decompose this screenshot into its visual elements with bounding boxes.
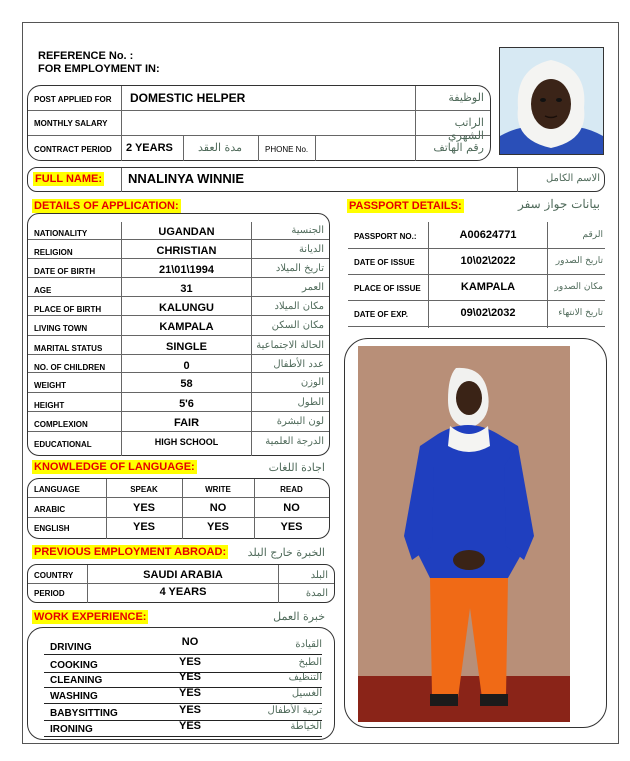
application-row-value: HIGH SCHOOL bbox=[154, 437, 219, 447]
application-row-arabic: الدرجة العلمية bbox=[265, 436, 324, 447]
passport-heading: PASSPORT DETAILS: bbox=[349, 200, 462, 212]
application-row-divider bbox=[28, 277, 329, 278]
passport-row-label: PLACE OF ISSUE bbox=[354, 284, 421, 293]
application-row-divider bbox=[28, 372, 329, 373]
passport-heading-arabic: بيانات جواز سفر bbox=[517, 197, 600, 211]
application-row-value: FAIR bbox=[173, 417, 200, 429]
application-row-value: SINGLE bbox=[166, 341, 207, 353]
passport-row-value: 09\02\2032 bbox=[460, 307, 516, 319]
language-name: ARABIC bbox=[34, 505, 66, 514]
language-header-cell: WRITE bbox=[205, 485, 231, 494]
passport-row-label: DATE OF ISSUE bbox=[354, 258, 415, 267]
period-label: PERIOD bbox=[34, 589, 65, 598]
application-row-value: 58 bbox=[180, 378, 193, 390]
work-skill-value: YES bbox=[178, 720, 201, 732]
application-row-arabic: مكان السكن bbox=[271, 320, 324, 331]
language-header-cell: SPEAK bbox=[130, 485, 158, 494]
previous-heading: PREVIOUS EMPLOYMENT ABROAD: bbox=[34, 546, 227, 558]
applicant-full-body-photo bbox=[358, 346, 570, 722]
application-row-divider bbox=[28, 392, 329, 393]
language-header-cell: LANGUAGE bbox=[34, 485, 80, 494]
passport-row-arabic: تاريخ الانتهاء bbox=[558, 308, 603, 318]
work-skill-value: NO bbox=[181, 636, 199, 648]
language-level: YES bbox=[132, 502, 155, 514]
application-row-arabic: الجنسية bbox=[291, 225, 324, 236]
application-row-label: LIVING TOWN bbox=[34, 324, 88, 333]
full-name-value: NNALINYA WINNIE bbox=[128, 171, 245, 186]
language-header-cell: READ bbox=[280, 485, 303, 494]
application-row-arabic: الديانة bbox=[298, 244, 324, 255]
work-skill-arabic: القيادة bbox=[295, 639, 322, 650]
application-row-arabic: الحالة الاجتماعية bbox=[256, 340, 324, 351]
language-level: NO bbox=[283, 502, 300, 514]
country-arabic: البلد bbox=[310, 570, 328, 581]
passport-row-label: PASSPORT NO.: bbox=[354, 232, 417, 241]
language-heading: KNOWLEDGE OF LANGUAGE: bbox=[34, 461, 195, 473]
application-heading: DETAILS OF APPLICATION: bbox=[34, 200, 179, 212]
application-row-label: NATIONALITY bbox=[34, 229, 88, 238]
application-row-value: CHRISTIAN bbox=[156, 245, 217, 257]
passport-row-divider bbox=[348, 300, 605, 301]
period-value: 4 YEARS bbox=[159, 586, 207, 598]
application-row-divider bbox=[28, 296, 329, 297]
phone-label: PHONE No. bbox=[265, 145, 309, 154]
language-level: NO bbox=[209, 502, 227, 514]
work-skill-value: YES bbox=[178, 671, 201, 683]
passport-row-value: A00624771 bbox=[459, 229, 517, 241]
reference-label: REFERENCE No. : bbox=[38, 50, 134, 62]
application-row-divider bbox=[28, 315, 329, 316]
application-row-label: DATE OF BIRTH bbox=[34, 267, 96, 276]
work-skill-value: YES bbox=[178, 687, 201, 699]
application-row-value: 5'6 bbox=[179, 398, 194, 410]
work-heading-arabic: خبرة العمل bbox=[273, 610, 325, 623]
language-name: ENGLISH bbox=[34, 524, 70, 533]
passport-row-divider bbox=[348, 248, 605, 249]
application-row-arabic: العمر bbox=[302, 282, 324, 293]
passport-row-label: DATE OF EXP. bbox=[354, 310, 408, 319]
application-row-label: EDUCATIONAL bbox=[34, 440, 92, 449]
work-skill-label: BABYSITTING bbox=[50, 708, 118, 719]
country-value: SAUDI ARABIA bbox=[143, 569, 223, 581]
application-row-label: HEIGHT bbox=[34, 401, 65, 410]
application-row-divider bbox=[28, 239, 329, 240]
application-row-label: NO. OF CHILDREN bbox=[34, 363, 106, 372]
work-skill-arabic: الخياطة bbox=[290, 721, 322, 732]
monthly-salary-label: MONTHLY SALARY bbox=[34, 119, 108, 128]
post-applied-value: DOMESTIC HELPER bbox=[130, 91, 246, 105]
application-row-label: COMPLEXION bbox=[34, 420, 88, 429]
passport-row-arabic: الرقم bbox=[582, 230, 603, 240]
application-row-arabic: لون البشرة bbox=[276, 416, 324, 427]
work-skill-label: DRIVING bbox=[50, 642, 92, 653]
work-skill-arabic: التنظيف bbox=[288, 672, 322, 683]
application-row-divider bbox=[28, 258, 329, 259]
language-level: YES bbox=[280, 521, 303, 533]
work-row-underline bbox=[44, 736, 322, 737]
application-row-divider bbox=[28, 431, 329, 432]
passport-row-arabic: تاريخ الصدور bbox=[555, 256, 603, 266]
work-skill-label: IRONING bbox=[50, 724, 93, 735]
application-row-value: 0 bbox=[183, 360, 190, 372]
language-level: YES bbox=[132, 521, 155, 533]
passport-row-arabic: مكان الصدور bbox=[554, 282, 603, 292]
language-level: YES bbox=[206, 521, 229, 533]
work-skill-arabic: تربية الأطفال bbox=[267, 705, 322, 716]
previous-heading-arabic: الخبرة خارج البلد bbox=[247, 546, 325, 559]
application-row-arabic: عدد الأطفال bbox=[273, 359, 324, 370]
passport-row-divider bbox=[348, 326, 605, 327]
country-label: COUNTRY bbox=[34, 571, 74, 580]
application-row-arabic: مكان الميلاد bbox=[274, 301, 324, 312]
work-row-underline bbox=[44, 654, 322, 655]
post-applied-label: POST APPLIED FOR bbox=[34, 95, 112, 104]
application-row-label: RELIGION bbox=[34, 248, 73, 257]
period-arabic: المدة bbox=[305, 588, 328, 599]
work-skill-arabic: الغسيل bbox=[291, 688, 322, 699]
applicant-portrait-photo bbox=[499, 47, 604, 155]
application-row-arabic: الوزن bbox=[300, 377, 324, 388]
passport-row-value: 10\02\2022 bbox=[460, 255, 516, 267]
work-skill-value: YES bbox=[178, 656, 201, 668]
application-row-divider bbox=[28, 354, 329, 355]
work-skill-value: YES bbox=[178, 704, 201, 716]
application-row-label: PLACE OF BIRTH bbox=[34, 305, 102, 314]
application-row-divider bbox=[28, 335, 329, 336]
application-row-label: AGE bbox=[34, 286, 52, 295]
work-skill-label: CLEANING bbox=[50, 675, 103, 686]
contract-period-arabic: مدة العقد bbox=[198, 141, 242, 154]
passport-row-divider bbox=[348, 274, 605, 275]
application-row-arabic: الطول bbox=[297, 397, 324, 408]
contract-period-label: CONTRACT PERIOD bbox=[34, 145, 112, 154]
work-skill-label: COOKING bbox=[50, 660, 98, 671]
post-applied-arabic: الوظيفة bbox=[448, 91, 484, 104]
phone-arabic: رقم الهاتف bbox=[433, 141, 484, 154]
application-row-label: WEIGHT bbox=[34, 381, 66, 390]
application-row-value: 21\01\1994 bbox=[158, 264, 215, 276]
monthly-salary-arabic: الراتب الشهري bbox=[448, 116, 484, 142]
application-row-value: UGANDAN bbox=[158, 226, 215, 238]
application-row-label: MARITAL STATUS bbox=[34, 344, 103, 353]
contract-period-value: 2 YEARS bbox=[126, 142, 173, 154]
application-row-value: KALUNGU bbox=[159, 302, 214, 314]
application-row-value: KAMPALA bbox=[159, 321, 214, 333]
work-skill-arabic: الطبخ bbox=[298, 657, 322, 668]
passport-row-value: KAMPALA bbox=[460, 281, 516, 293]
full-name-label: FULL NAME: bbox=[35, 173, 103, 185]
full-name-box bbox=[27, 167, 605, 192]
work-skill-label: WASHING bbox=[50, 691, 98, 702]
work-heading: WORK EXPERIENCE: bbox=[34, 611, 147, 623]
language-heading-arabic: اجادة اللغات bbox=[268, 461, 325, 474]
application-row-value: 31 bbox=[180, 283, 193, 295]
for-employment-label: FOR EMPLOYMENT IN: bbox=[38, 63, 160, 75]
application-row-arabic: تاريخ الميلاد bbox=[275, 263, 324, 274]
application-row-divider bbox=[28, 411, 329, 412]
full-name-arabic: الاسم الكامل bbox=[545, 173, 600, 184]
